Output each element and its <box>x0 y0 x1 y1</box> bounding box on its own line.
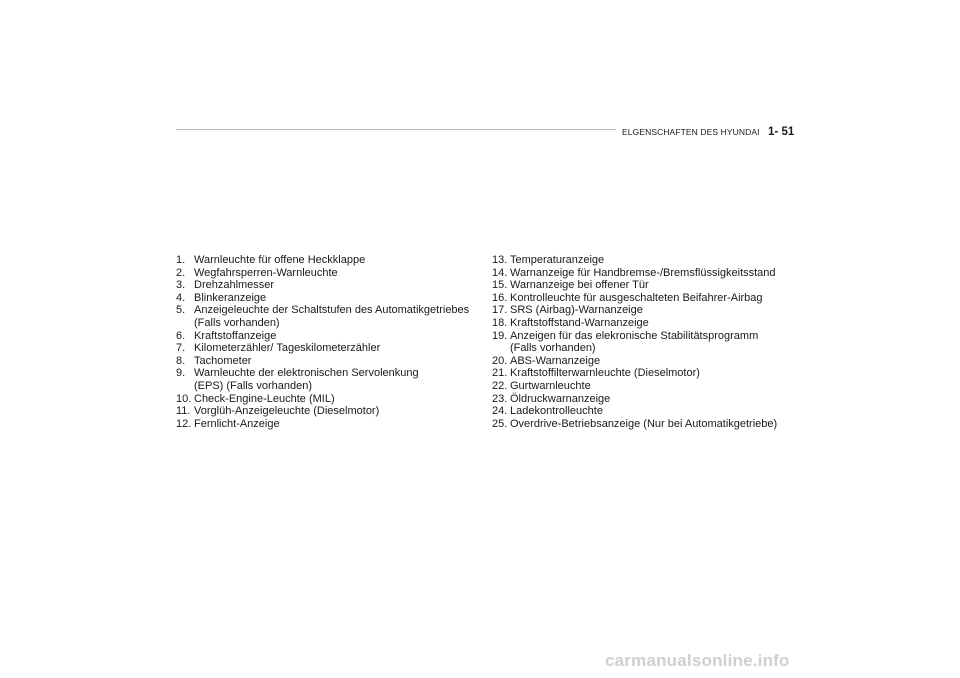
list-item <box>492 304 792 317</box>
list-item <box>492 317 792 330</box>
item-number: 23. <box>492 392 508 405</box>
list-item <box>492 254 792 267</box>
item-number <box>176 317 194 330</box>
item-number: 17. <box>492 304 508 317</box>
item-text: Warnleuchte der elektronischen Servolenkung <box>194 367 419 380</box>
item-number: 18. <box>492 316 508 329</box>
list-item <box>176 393 476 406</box>
list-item <box>176 367 476 380</box>
list-item <box>492 355 792 368</box>
list-item <box>176 267 476 280</box>
list-item-continuation <box>492 342 792 355</box>
list-item <box>176 254 476 267</box>
item-text: Warnanzeige bei offener Tür <box>510 279 649 292</box>
item-text: SRS (Airbag)-Warnanzeige <box>510 304 643 317</box>
item-text: (Falls vorhanden) <box>510 342 596 355</box>
item-text: Kraftstoffanzeige <box>194 329 277 342</box>
item-number: 11. <box>176 405 191 418</box>
item-number: 15. <box>492 279 508 292</box>
item-text: (EPS) (Falls vorhanden) <box>194 379 312 392</box>
item-number: 24. <box>492 405 508 418</box>
item-number: 8. <box>176 354 186 367</box>
item-text: (Falls vorhanden) <box>194 316 280 329</box>
item-text: Anzeigen für das elekronische Stabilitätsprogramm <box>510 329 759 342</box>
item-number: 20. <box>492 354 508 367</box>
section-title: ELGENSCHAFTEN DES HYUNDAI <box>622 127 760 137</box>
item-text: Tachometer <box>194 354 252 367</box>
list-item <box>176 342 476 355</box>
item-number: 1. <box>176 254 186 266</box>
item-number: 4. <box>176 291 186 304</box>
item-number: 12. <box>176 417 192 430</box>
list-item <box>492 393 792 406</box>
list-item-continuation <box>176 317 476 330</box>
item-text: Blinkeranzeige <box>194 291 267 304</box>
item-text: Ladekontrolleuchte <box>510 405 603 418</box>
item-number: 9. <box>176 367 186 380</box>
list-item <box>492 292 792 305</box>
item-text: Warnleuchte für offene Heckklappe <box>194 254 366 266</box>
item-number: 25. <box>492 417 508 430</box>
item-text: Vorglüh-Anzeigeleuchte (Dieselmotor) <box>194 405 380 418</box>
list-item <box>492 367 792 380</box>
header-rule <box>176 129 616 130</box>
item-number: 10. <box>176 392 192 405</box>
list-item <box>176 304 476 317</box>
item-text: Kraftstoffilterwarnleuchte (Dieselmotor) <box>510 367 700 380</box>
list-item <box>176 355 476 368</box>
watermark: carmanualsonline.info <box>605 651 790 670</box>
item-text: Gurtwarnleuchte <box>510 379 591 392</box>
item-number <box>492 342 510 355</box>
right-legend-list <box>492 254 792 430</box>
list-item <box>492 279 792 292</box>
list-item-continuation <box>176 380 476 393</box>
list-item <box>176 330 476 343</box>
item-number: 6. <box>176 329 186 342</box>
list-item <box>492 418 792 431</box>
item-text: Wegfahrsperren-Warnleuchte <box>194 266 338 279</box>
item-text: Warnanzeige für Handbremse-/Bremsflüssigkeitsstand <box>510 266 776 279</box>
item-text: Check-Engine-Leuchte (MIL) <box>194 392 335 405</box>
item-text: Öldruckwarnanzeige <box>510 392 611 405</box>
item-text: ABS-Warnanzeige <box>510 354 601 367</box>
list-item <box>492 380 792 393</box>
item-number: 22. <box>492 379 508 392</box>
item-number: 3. <box>176 279 186 292</box>
list-item <box>176 292 476 305</box>
item-number: 5. <box>176 304 186 317</box>
list-item <box>176 405 476 418</box>
list-item <box>492 330 792 343</box>
item-text: Kontrolleuchte für ausgeschalteten Beifahrer-Airbag <box>510 291 763 304</box>
item-number: 14. <box>492 266 508 279</box>
list-item <box>492 267 792 280</box>
item-number: 13. <box>492 254 508 266</box>
list-item <box>176 418 476 431</box>
item-text: Overdrive-Betriebsanzeige (Nur bei Automatikgetriebe) <box>510 417 778 430</box>
item-number: 7. <box>176 342 186 355</box>
item-text: Drehzahlmesser <box>194 279 275 292</box>
item-number: 2. <box>176 266 186 279</box>
item-text: Kraftstoffstand-Warnanzeige <box>510 316 649 329</box>
item-number: 16. <box>492 291 508 304</box>
item-text: Kilometerzähler/ Tageskilometerzähler <box>194 342 381 355</box>
list-item <box>176 279 476 292</box>
page-header <box>622 122 794 140</box>
item-text: Fernlicht-Anzeige <box>194 417 280 430</box>
page-number: 1- 51 <box>768 126 795 138</box>
left-legend-list <box>176 254 476 430</box>
item-number: 19. <box>492 329 508 342</box>
item-text: Temperaturanzeige <box>510 254 605 266</box>
list-item <box>492 405 792 418</box>
item-number: 21. <box>492 367 508 380</box>
item-text: Anzeigeleuchte der Schaltstufen des Automatikgetriebes <box>194 304 470 317</box>
item-number <box>176 380 194 393</box>
